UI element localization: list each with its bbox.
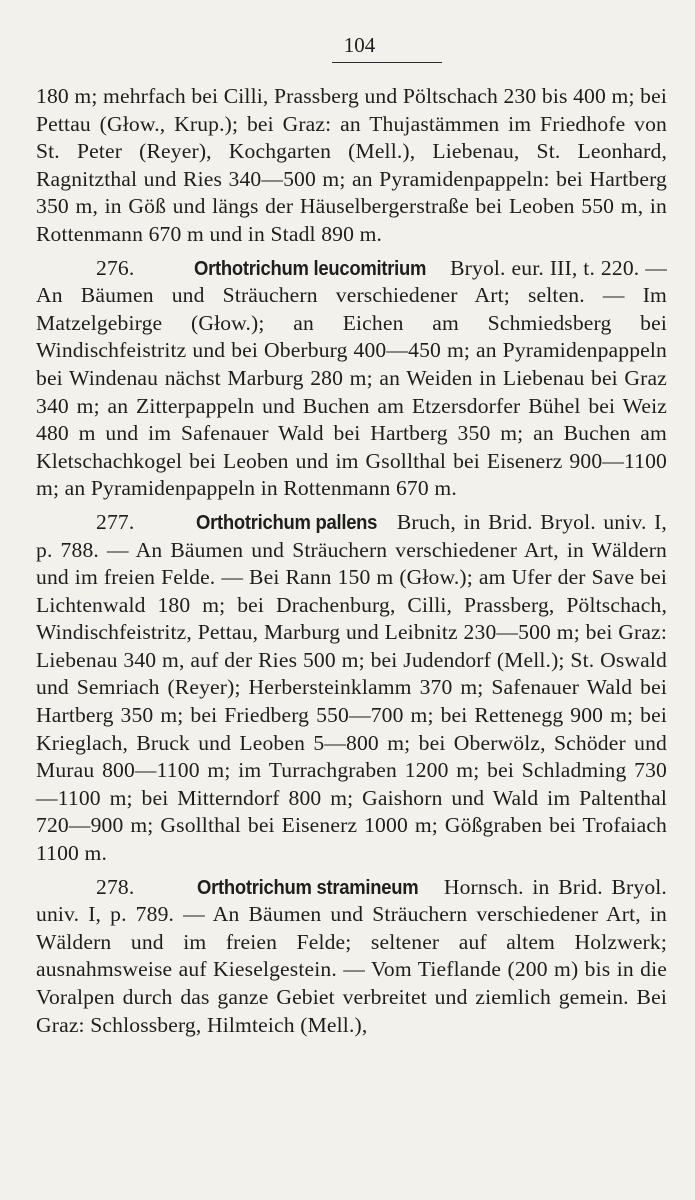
page-number: 104 [343, 33, 376, 57]
species-name: Orthotrichum pallens [195, 510, 378, 534]
species-name: Orthotrichum stramineum [197, 875, 419, 899]
page-body [36, 83, 667, 1039]
entry-text: Hornsch. in Brid. Bryol. univ. I, p. 789. — An Bäumen und Sträuchern verschiedener Art, in Wäldern und im freien Felde; seltener auf altem Holzwerk; ausnahmsweise auf Kieselgestein. — Vom Tieflande (200 m) bis in die Voralpen durch das ganze Gebiet verbreitet und ziemlich gemein. Bei Graz: Schlossberg, Hilmteich (Mell.), [36, 874, 667, 1037]
header-rule [332, 62, 442, 63]
entry-text: Bryol. eur. III, t. 220. — An Bäumen und Sträuchern verschiedener Art; selten. — Im Matzelgebirge (Głow.); an Eichen am Schmiedsberg bei Windischfeistritz und bei Oberburg 400—450 m; an Pyramidenpappeln bei Windenau nächst Marburg 280 m; an Weiden in Liebenau bei Graz 340 m; an Zitterpappeln und Buchen am Etzersdorfer Bühel bei Weiz 480 m und im Safenauer Wald bei Hartberg 350 m; an Buchen am Kletschachkogel bei Leoben und im Gsollthal bei Eisenerz 900—1100 m; an Pyramidenpappeln in Rottenmann 670 m. [36, 255, 667, 501]
species-entry-277 [36, 509, 667, 868]
entry-number: 277. [96, 509, 135, 534]
paragraph-text: 180 m; mehrfach bei Cilli, Prassberg und Pöltschach 230 bis 400 m; bei Pettau (Głow., Krup.); bei Graz: an Thujastämmen im Friedhofe von St. Peter (Reyer), Kochgarten (Mell.), Liebenau, St. Leonhard, Ragnitzthal und Ries 340—500 m; an Pyramidenpappeln: bei Hartberg 350 m, in Göß und längs der Häuselbergerstraße bei Leoben 550 m, in Rottenmann 670 m und in Stadl 890 m. [36, 84, 667, 246]
entry-text: Bruch, in Brid. Bryol. univ. I, p. 788. — An Bäumen und Sträuchern verschiedener Art, in Wäldern und im freien Felde. — Bei Rann 150 m (Głow.); am Ufer der Save bei Lichtenwald 180 m; bei Drachenburg, Cilli, Prassberg, Pöltschach, Windischfeistritz, Pettau, Marburg und Leibnitz 230—500 m; bei Graz: Liebenau 340 m, auf der Ries 500 m; bei Judendorf (Mell.); St. Oswald und Semriach (Reyer); Herbersteinklamm 370 m; Safenauer Wald bei Hartberg 350 m; bei Friedberg 550—700 m; bei Rettenegg 900 m; bei Krieglach, Bruck und Leoben 5—800 m; bei Oberwölz, Schöder und Murau 800—1100 m; im Turrachgraben 1200 m; bei Schladming 730—1100 m; bei Mitterndorf 800 m; Gaishorn und Wald im Paltenthal 720—900 m; Gsollthal bei Eisenerz 1000 m; Gößgraben bei Trofaiach 1100 m. [36, 509, 667, 866]
continuation-paragraph [36, 83, 667, 249]
species-entry-276 [36, 255, 667, 503]
entry-number: 278. [96, 874, 135, 899]
species-name: Orthotrichum leucomitrium [194, 256, 427, 280]
entry-number: 276. [96, 255, 135, 280]
species-entry-278 [36, 874, 667, 1040]
